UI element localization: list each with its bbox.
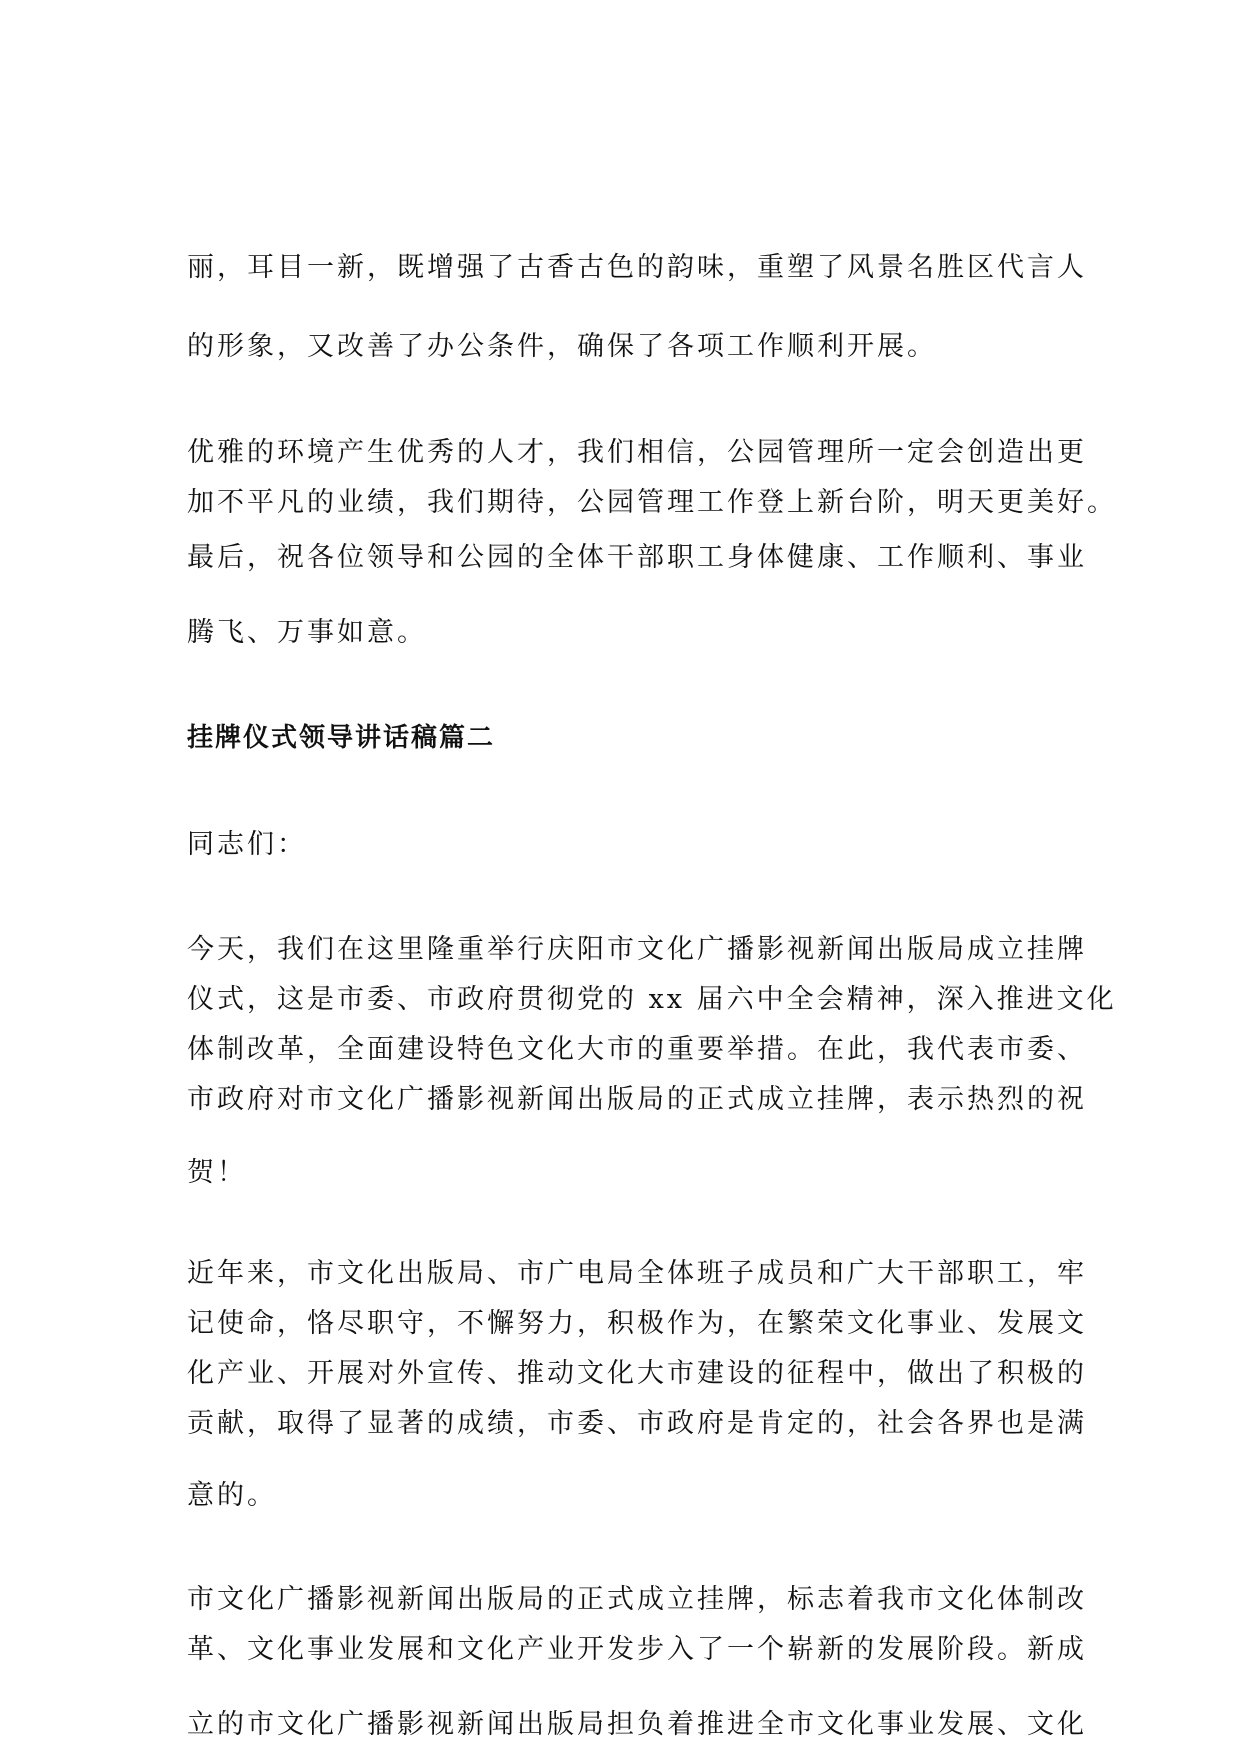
paragraph-line: 记使命，恪尽职守，不懈努力，积极作为，在繁荣文化事业、发展文 bbox=[187, 1308, 1087, 1339]
paragraph-line: 立的市文化广播影视新闻出版局担负着推进全市文化事业发展、文化 bbox=[187, 1709, 1087, 1740]
section-heading: 挂牌仪式领导讲话稿篇二 bbox=[187, 723, 496, 753]
paragraph-line: 贺！ bbox=[187, 1157, 247, 1188]
paragraph-line: 体制改革，全面建设特色文化大市的重要举措。在此，我代表市委、 bbox=[187, 1034, 1087, 1065]
paragraph-line: 的形象，又改善了办公条件，确保了各项工作顺利开展。 bbox=[187, 331, 937, 362]
paragraph-line: 丽，耳目一新，既增强了古香古色的韵味，重塑了风景名胜区代言人 bbox=[187, 252, 1087, 283]
salutation: 同志们： bbox=[187, 829, 307, 860]
paragraph-line: 革、文化事业发展和文化产业开发步入了一个崭新的发展阶段。新成 bbox=[187, 1634, 1087, 1665]
paragraph-line: 市政府对市文化广播影视新闻出版局的正式成立挂牌，表示热烈的祝 bbox=[187, 1084, 1087, 1115]
paragraph-line: 近年来，市文化出版局、市广电局全体班子成员和广大干部职工，牢 bbox=[187, 1258, 1087, 1289]
paragraph-line: 市文化广播影视新闻出版局的正式成立挂牌，标志着我市文化体制改 bbox=[187, 1584, 1087, 1615]
paragraph-line: 最后，祝各位领导和公园的全体干部职工身体健康、工作顺利、事业 bbox=[187, 542, 1087, 573]
paragraph-line: 优雅的环境产生优秀的人才，我们相信，公园管理所一定会创造出更 bbox=[187, 437, 1087, 468]
paragraph-line: 加不平凡的业绩，我们期待，公园管理工作登上新台阶，明天更美好。 bbox=[187, 487, 1117, 518]
paragraph-line: 化产业、开展对外宣传、推动文化大市建设的征程中，做出了积极的 bbox=[187, 1358, 1087, 1389]
paragraph-line: 贡献，取得了显著的成绩，市委、市政府是肯定的，社会各界也是满 bbox=[187, 1408, 1087, 1439]
paragraph-line: 仪式，这是市委、市政府贯彻党的 xx 届六中全会精神，深入推进文化 bbox=[187, 984, 1117, 1015]
paragraph-line: 今天，我们在这里隆重举行庆阳市文化广播影视新闻出版局成立挂牌 bbox=[187, 934, 1087, 965]
paragraph-line: 腾飞、万事如意。 bbox=[187, 617, 427, 648]
paragraph-line: 意的。 bbox=[187, 1480, 277, 1511]
